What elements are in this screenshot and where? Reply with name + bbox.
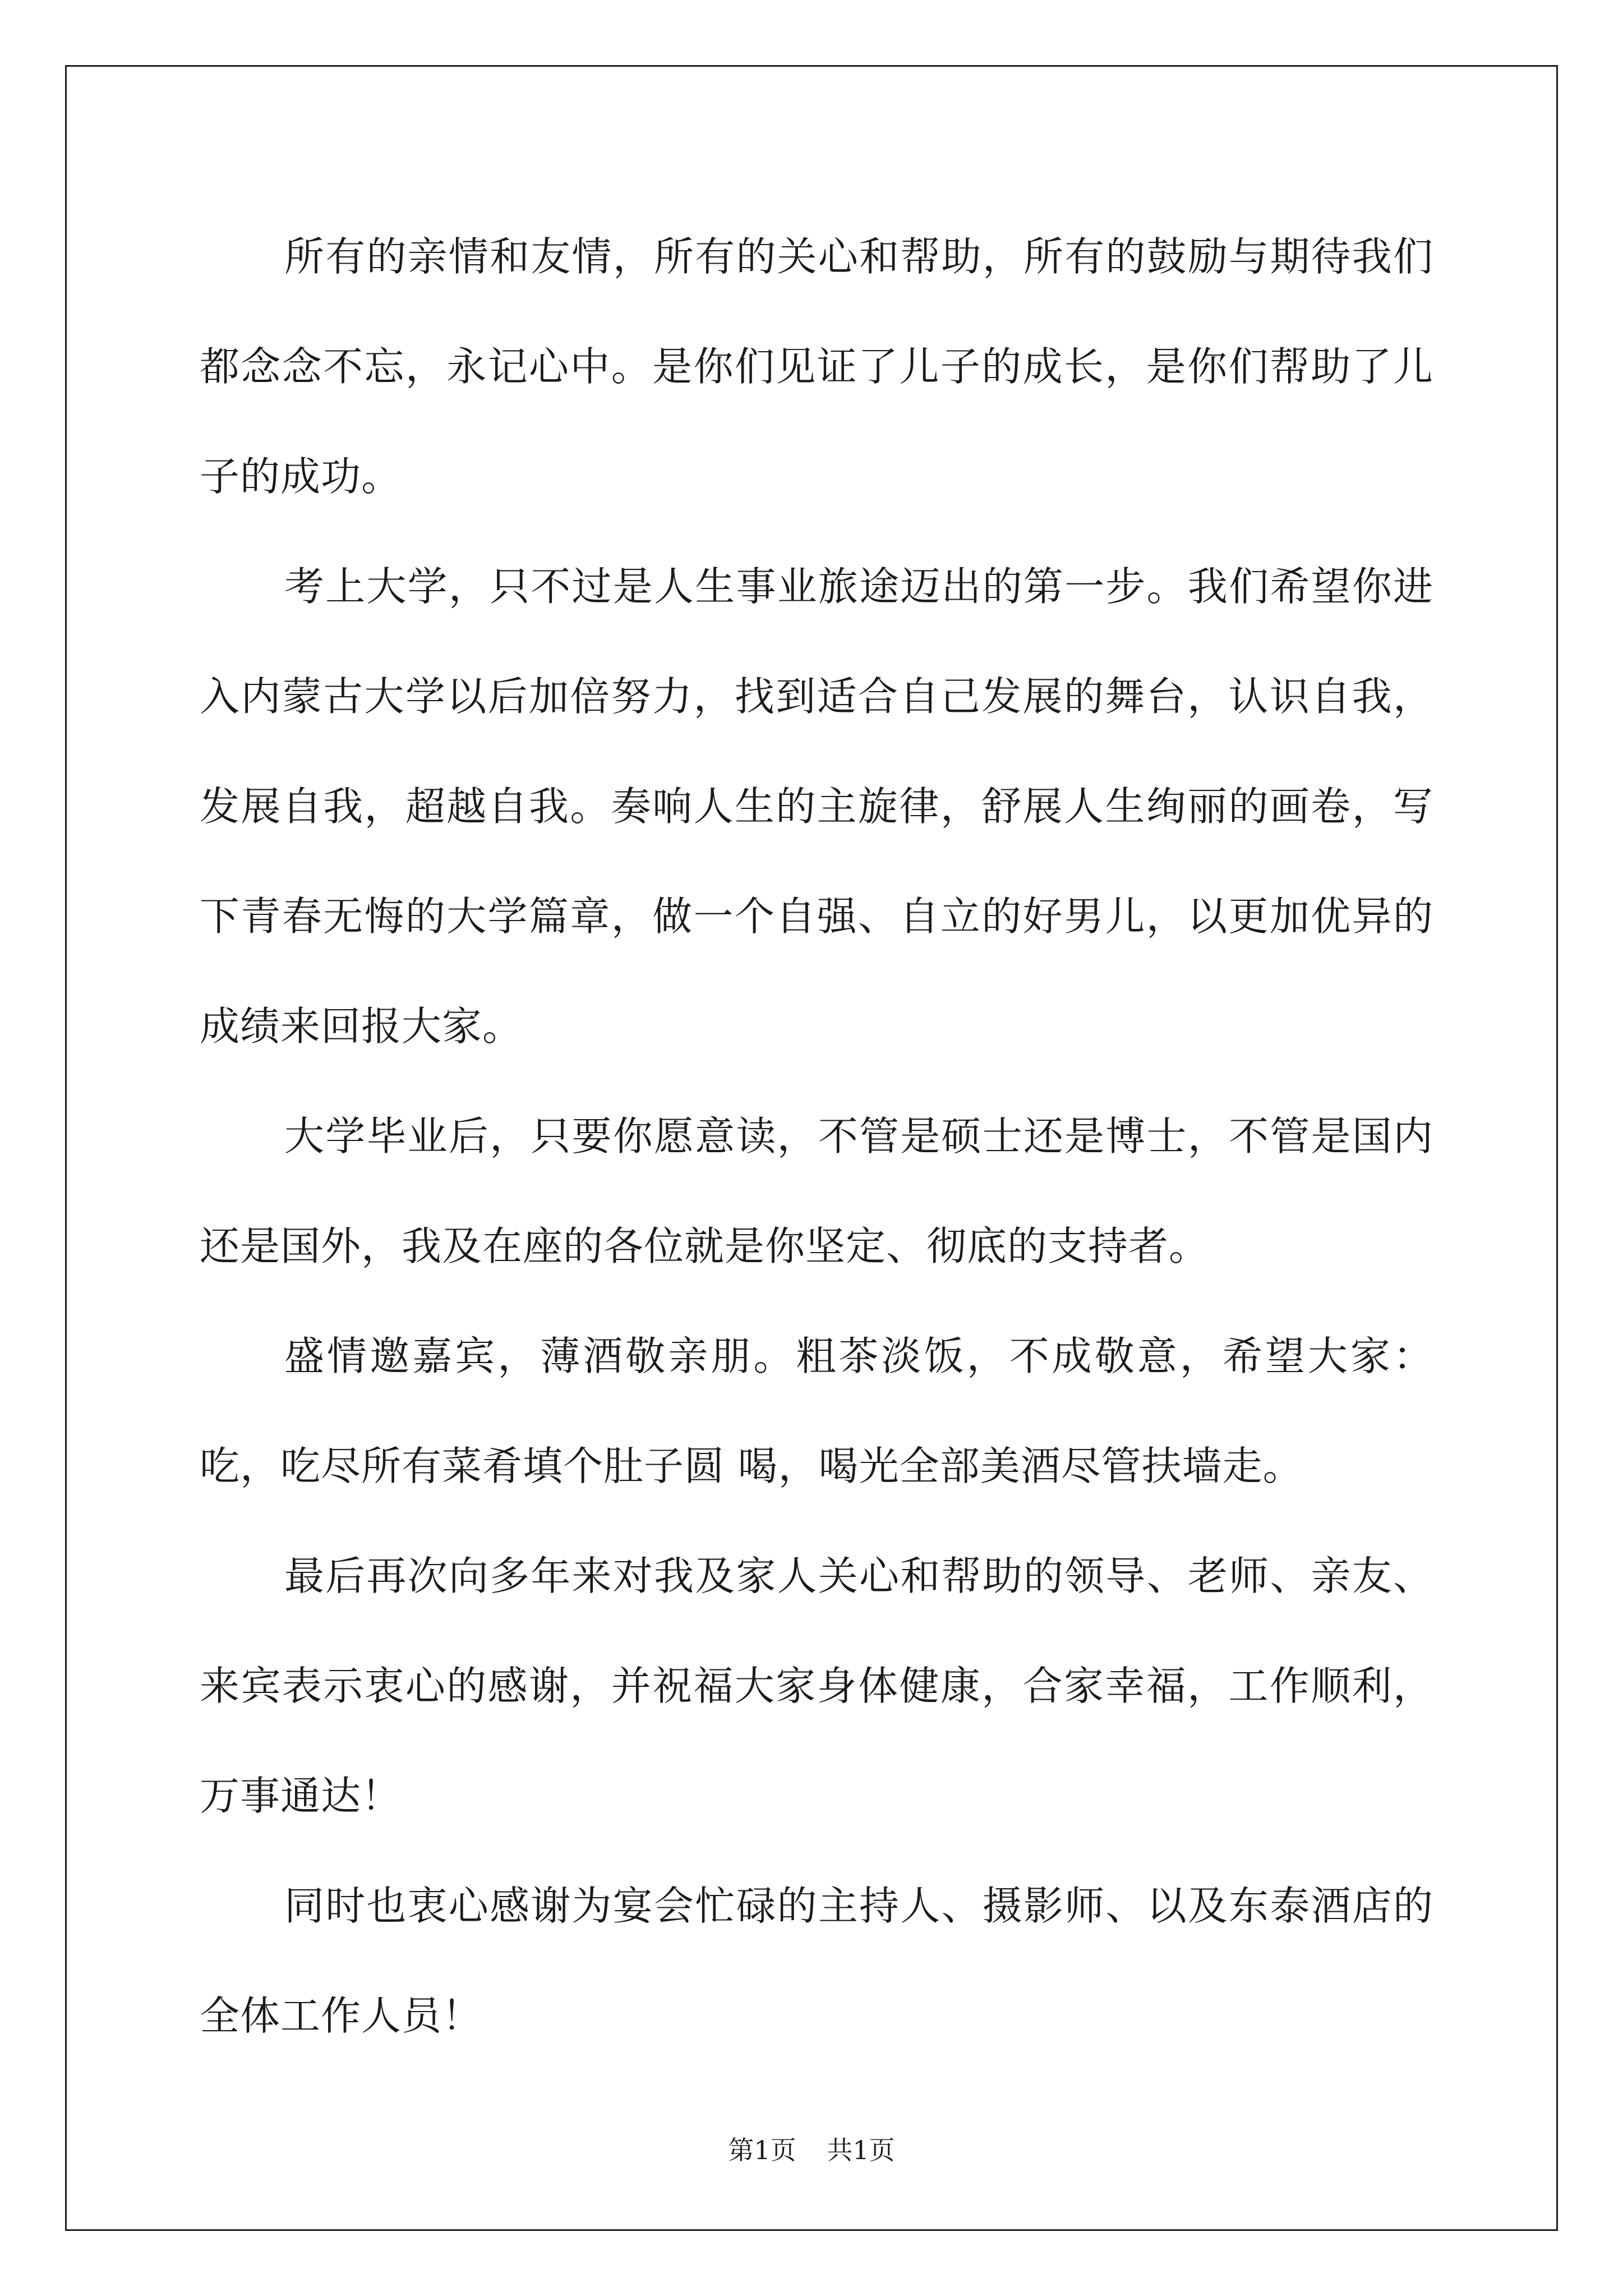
- document-body: [200, 202, 1433, 2071]
- page-footer: [0, 2133, 1623, 2167]
- paragraph-6: 同时也衷心感谢为宴会忙碌的主持人、摄影师、以及东泰酒店的全体工作人员！: [200, 1883, 1433, 2039]
- page-total: 共1页: [827, 2135, 895, 2165]
- paragraph-2: 考上大学，只不过是人生事业旅途迈出的第一步。我们希望你进入内蒙古大学以后加倍努力，找到适合自己发展的舞台，认识自我，发展自我，超越自我。奏响人生的主旋律，舒展人生绚丽的画卷，写下青春无悔的大学篇章，做一个自强、自立的好男儿，以更加优异的成绩来回报大家。: [200, 563, 1433, 1050]
- paragraph-3: 大学毕业后，只要你愿意读，不管是硕士还是博士，不管是国内还是国外，我及在座的各位就是你坚定、彻底的支持者。: [200, 1113, 1433, 1269]
- paragraph-1: 所有的亲情和友情，所有的关心和帮助，所有的鼓励与期待我们都念念不忘，永记心中。是你们见证了儿子的成长，是你们帮助了儿子的成功。: [200, 233, 1433, 500]
- page-number: 第1页: [728, 2135, 796, 2165]
- paragraph-5: 最后再次向多年来对我及家人关心和帮助的领导、老师、亲友、来宾表示衷心的感谢，并祝福大家身体健康，合家幸福，工作顺利，万事通达！: [200, 1553, 1433, 1819]
- paragraph-4: 盛情邀嘉宾，薄酒敬亲朋。粗茶淡饭，不成敬意，希望大家：吃，吃尽所有菜肴填个肚子圆 喝，喝光全部美酒尽管扶墙走。: [200, 1333, 1433, 1489]
